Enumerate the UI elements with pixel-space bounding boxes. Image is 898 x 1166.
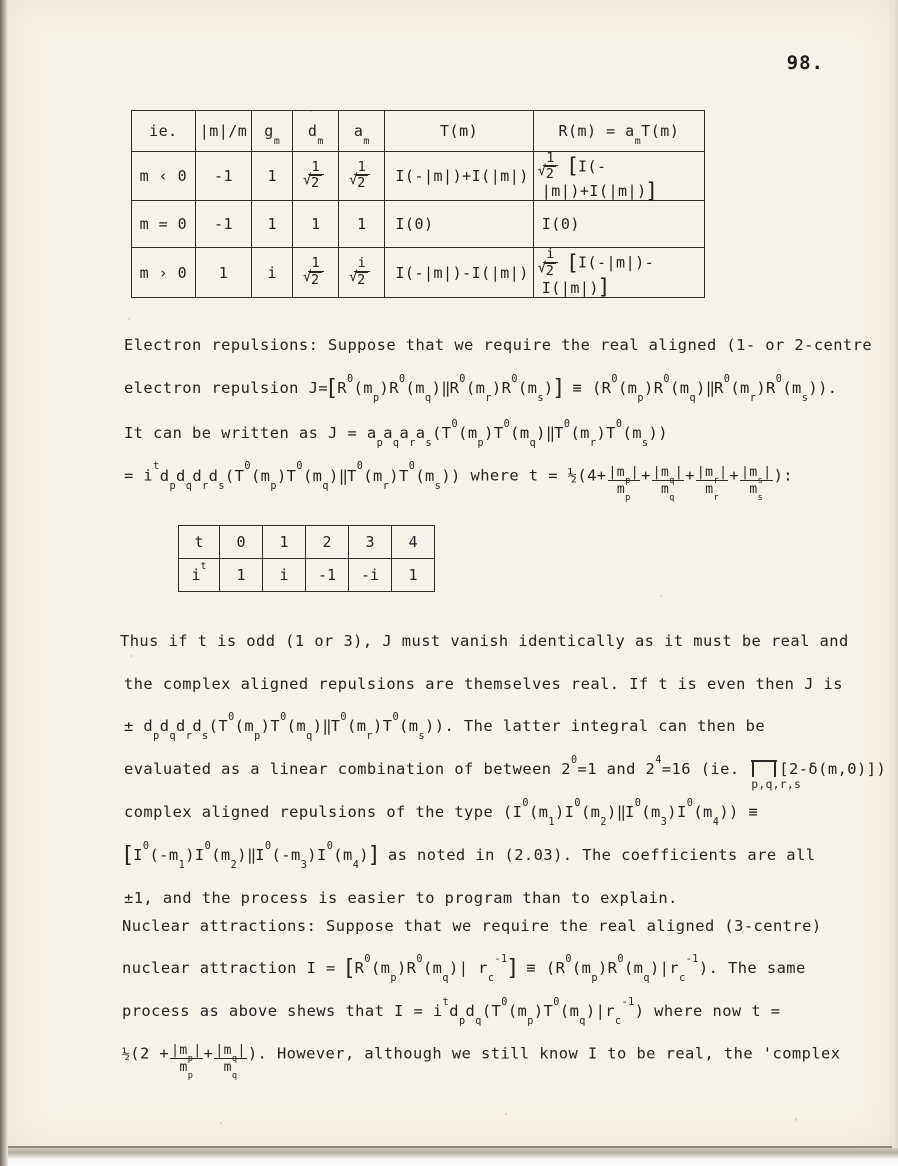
text-run: = i: [124, 466, 154, 485]
cell-it-value: -1: [306, 559, 349, 592]
cell-Rm: [533, 150, 704, 205]
symmetry-coefficients-table: [131, 110, 705, 301]
paragraph-nuclear-attractions-line2: [122, 953, 806, 984]
text-run: where t =: [460, 466, 568, 485]
header-cell-ie: ie.: [132, 111, 196, 152]
cell-gm: 1: [252, 152, 293, 201]
table-row: [132, 201, 705, 248]
text-run: (2 +: [130, 1044, 170, 1063]
header-cell-sign: |m|/m: [195, 111, 251, 152]
text-run: where now t =: [644, 1002, 781, 1020]
text-run: process as above shews that I = i: [122, 1002, 443, 1020]
cell-Tm: I(0): [385, 201, 533, 248]
bracket-open: [: [328, 374, 338, 401]
header-cell-Rm: $R(m) = a_mT(m)$: [533, 111, 704, 152]
cell-dm: 1: [293, 201, 339, 248]
fraction: 1 √ 2: [308, 160, 324, 190]
cell-row-label: m = 0: [132, 201, 196, 248]
table-header-row: [132, 111, 705, 152]
cell-row-label: m › 0: [132, 248, 196, 297]
text-run: electron repulsion J=: [124, 379, 329, 397]
table-row: [132, 152, 705, 201]
cell-t-value: 3: [349, 526, 392, 559]
exponent-zero: 0: [570, 754, 578, 766]
half-symbol: ½: [122, 1047, 131, 1063]
header-cell-am: $a_m$: [339, 111, 385, 152]
cell-gm: 1: [252, 201, 293, 248]
exponent-four: 4: [655, 754, 662, 766]
fraction: 1 √ 2: [543, 151, 559, 181]
text-run: (4+: [577, 466, 607, 485]
bracket-close: ]: [553, 374, 563, 401]
cell-am: 1: [339, 201, 385, 248]
mod-fraction-p: $\frac{|m_p|}{m_p}$: [608, 465, 639, 503]
product-symbol-icon: [751, 760, 802, 791]
cell-t-label: t: [179, 526, 220, 559]
cell-row-label: m ‹ 0: [132, 152, 196, 201]
cell-Rm-body: I(-|m|)+I(|m|): [541, 157, 647, 201]
cell-Rm: I(0): [533, 201, 704, 248]
paragraph-thus-line7: ±1, and the process is easier to program than to explain.: [124, 889, 678, 907]
cell-it-value: i: [263, 559, 306, 592]
cell-it-value: -i: [349, 559, 392, 592]
fraction: 1 √ 2: [308, 256, 324, 286]
paragraph-thus-line4: [124, 754, 887, 791]
bracket-open: [: [568, 250, 578, 276]
math-run: ± $d_pd_qd_rd_s(T^0(m_p)T^0(m_q)‖T^0(m_r)T^0(m_s))$: [124, 711, 445, 742]
table-row: [179, 559, 435, 592]
paragraph-thus-line6: [124, 840, 816, 871]
cell-dm: [293, 248, 339, 297]
math-run: ≡ $(R^0(m_p)R^0(m_q)|r_c^{-1})$: [516, 953, 709, 984]
text-run: =16 (ie.: [661, 760, 750, 778]
header-cell-gm: $g_m$: [252, 111, 293, 152]
table-row: [132, 248, 705, 297]
paragraph-nuclear-attractions-line3: [122, 996, 781, 1027]
bracket-open: [: [568, 154, 578, 180]
text-run: ). However, although we still know I to be real, the 'complex: [247, 1044, 841, 1063]
text-run: . The same: [708, 959, 806, 977]
cell-t-value: 2: [306, 526, 349, 559]
paragraph-nuclear-attractions-line1: Nuclear attractions: Suppose that we require the real aligned (3-centre): [122, 917, 822, 935]
mod-fraction-p: $\frac{|m_p|}{m_p}$: [171, 1043, 202, 1081]
math-run: $^0(m_1)I^0(m_2)‖I^0(m_3)I^0(m_4)$): [522, 797, 739, 828]
paragraph-electron-repulsions-line2: [124, 373, 838, 404]
bracket-close: ]: [646, 179, 656, 205]
cell-am: [339, 152, 385, 201]
math-run: $R^0(m_p)R^0(m_q)|$ $r_c^{-1}$: [354, 953, 508, 984]
text-run: =1 and 2: [577, 760, 656, 778]
cell-sign: -1: [195, 152, 251, 201]
math-run: $^td_pd_q(T^0(m_p)T^0(m_q)|r_c^{-1})$: [442, 996, 645, 1027]
cell-it-value: 1: [220, 559, 263, 592]
paragraph-electron-repulsions-line3: [124, 418, 668, 449]
table-row: [179, 526, 435, 559]
text-run: . The latter integral can then be: [444, 717, 766, 735]
header-cell-dm: $d_m$: [293, 111, 339, 152]
mod-fraction-s: $\frac{|m_s|}{m_s}$: [741, 465, 772, 503]
text-run: ): [876, 760, 887, 778]
mod-fraction-q: $\frac{|m_q|}{m_q}$: [215, 1043, 246, 1081]
paragraph-electron-repulsions-line1: Electron repulsions: Suppose that we require the real aligned (1- or 2-centre: [124, 336, 873, 354]
page-number: 98.: [786, 52, 824, 74]
text-run: It can be written as J = a: [124, 424, 377, 442]
cell-Tm: I(-|m|)-I(|m|): [385, 248, 533, 297]
cell-t-value: 1: [263, 526, 306, 559]
cell-dm: [293, 152, 339, 201]
i-power-t-table: [178, 525, 435, 592]
cell-it-label: $i^t$: [179, 559, 220, 592]
half-symbol: ½: [567, 466, 578, 485]
cell-it-value: 1: [392, 559, 435, 592]
paragraph-thus-line3: [124, 711, 766, 742]
paragraph-thus-line2: the complex aligned repulsions are themselves real. If t is even then J is: [124, 675, 843, 693]
bracket-close: ]: [507, 954, 517, 981]
text-run: complex aligned repulsions of the type (I: [124, 803, 523, 821]
bracket-open: [: [124, 841, 134, 868]
text-run: ≡: [738, 803, 759, 821]
math-run: ≡ $(R^0(m_p)R^0(m_q)‖R^0(m_r)R^0(m_s))$.: [562, 373, 838, 404]
text-run: evaluated as a linear combination of between 2: [124, 760, 571, 778]
paragraph-electron-repulsions-line4: = $i^td_pd_qd_rd_s(T^0(m_p)T^0(m_q)‖T^0(m_r)T^0(m_s))$ where t = ½(4+ $\frac{|m_p|}{m_p}$ + $\frac{|m_q|}{m_q}$ + $\frac{|m_r|}{m_r}$ + $\frac{|m_s|}{m_s}$ ):: [124, 461, 793, 503]
bracket-close: ]: [598, 275, 608, 301]
mod-fraction-q: $\frac{|m_q|}{m_q}$: [652, 465, 684, 503]
cell-t-value: 0: [220, 526, 263, 559]
cell-sign: 1: [195, 248, 251, 297]
fraction: i √ 2: [543, 247, 559, 277]
fraction: i √ 2: [354, 256, 370, 286]
text-run: nuclear attraction I =: [122, 959, 346, 977]
text-run: as noted in (2.03). The coefficients are all: [378, 846, 816, 864]
text-run: [2-δ(m,0)]: [779, 760, 877, 778]
cell-Tm: I(-|m|)+I(|m|): [385, 152, 533, 201]
paragraph-nuclear-attractions-line4: ½(2 + $\frac{|m_p|}{m_p}$ + $\frac{|m_q|}{m_q}$ ). However, although we still know I to be real, the 'complex: [122, 1043, 841, 1081]
cell-sign: -1: [195, 201, 251, 248]
bracket-open: [: [345, 954, 355, 981]
cell-gm: i: [252, 248, 293, 297]
cell-am: [339, 248, 385, 297]
math-run: $I^0(-m_1)I^0(m_2)‖I^0(-m_3)I^0(m_4)$: [133, 840, 370, 871]
paragraph-thus-line1: Thus if t is odd (1 or 3), J must vanish identically as it must be real and: [120, 632, 849, 650]
text-run: ):: [773, 466, 793, 485]
product-subscript: p,q,r,s: [751, 777, 802, 791]
paragraph-thus-line5: [124, 797, 759, 828]
cell-Rm-body: I(-|m|)-I(|m|): [541, 254, 655, 297]
mod-fraction-r: $\frac{|m_r|}{m_r}$: [696, 465, 728, 503]
header-cell-Tm: T(m): [385, 111, 533, 152]
math-run: $^td_pd_qd_rd_s(T^0(m_p)T^0(m_q)‖T^0(m_r)T^0(m_s))$: [153, 461, 461, 492]
cell-Rm: [533, 246, 704, 301]
fraction: 1 √ 2: [354, 160, 370, 190]
bracket-close: ]: [369, 841, 379, 868]
math-run: $_pa_qa_ra_s(T^0(m_p)T^0(m_q)‖T^0(m_r)T^0(m_s))$: [376, 418, 668, 449]
cell-t-value: 4: [392, 526, 435, 559]
math-run: $R^0(m_p)R^0(m_q)‖R^0(m_r)R^0(m_s)$: [337, 373, 554, 404]
